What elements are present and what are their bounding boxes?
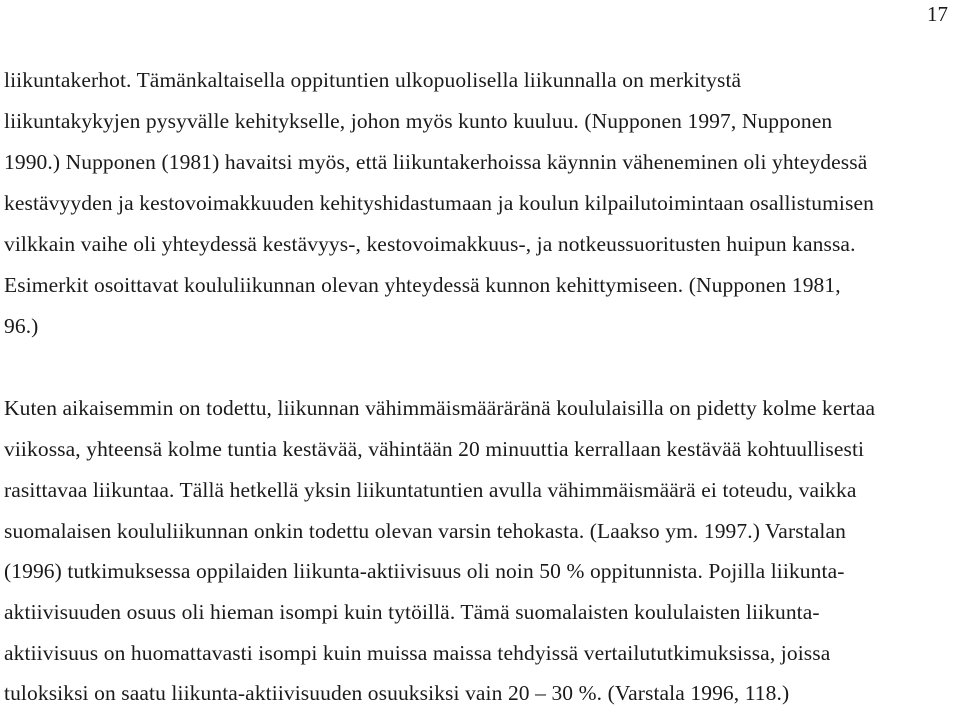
text-line: 1990.) Nupponen (1981) havaitsi myös, että liikuntakerhoissa käynnin väheneminen oli yhteydessä [4, 150, 868, 174]
text-line: Esimerkit osoittavat koululiikunnan olevan yhteydessä kunnon kehittymiseen. (Nupponen 1981, [4, 273, 841, 297]
text-line: rasittavaa liikuntaa. Tällä hetkellä yksin liikuntatuntien avulla vähimmäismäärä ei toteudu, vaikka [4, 478, 857, 502]
text-line: aktiivisuuden osuus oli hieman isompi kuin tytöillä. Tämä suomalaisten koululaisten liikunta- [4, 600, 820, 624]
text-line: tuloksiksi on saatu liikunta-aktiivisuuden osuuksiksi vain 20 – 30 %. (Varstala 1996, 118.) [4, 681, 790, 705]
text-line: suomalaisen koululiikunnan onkin todettu olevan varsin tehokasta. (Laakso ym. 1997.) Varstalan [4, 519, 846, 543]
text-line: 96.) [4, 314, 39, 338]
text-line: kestävyyden ja kestovoimakkuuden kehityshidastumaan ja koulun kilpailutoimintaan osallistumisen [4, 191, 874, 215]
text-line: (1996) tutkimuksessa oppilaiden liikunta-aktiivisuus oli noin 50 % oppitunnista. Pojilla liikunta- [4, 559, 845, 583]
text-line: liikuntakerhot. Tämänkaltaisella oppituntien ulkopuolisella liikunnalla on merkitystä [4, 68, 742, 92]
text-line: liikuntakykyjen pysyvälle kehitykselle, johon myös kunto kuuluu. (Nupponen 1997, Nupponen [4, 109, 833, 133]
text-line: aktiivisuus on huomattavasti isompi kuin muissa maissa tehdyissä vertailututkimuksissa, joissa [4, 641, 831, 665]
text-line: Kuten aikaisemmin on todettu, liikunnan vähimmäismääräränä koululaisilla on pidetty kolme kertaa [4, 396, 876, 420]
page-number: 17 [927, 2, 948, 26]
text-line: vilkkain vaihe oli yhteydessä kestävyys-, kestovoimakkuus-, ja notkeussuoritusten huipun kanssa. [4, 232, 856, 256]
text-line: viikossa, yhteensä kolme tuntia kestävää, vähintään 20 minuuttia kerrallaan kestävää kohtuullisesti [4, 437, 865, 461]
